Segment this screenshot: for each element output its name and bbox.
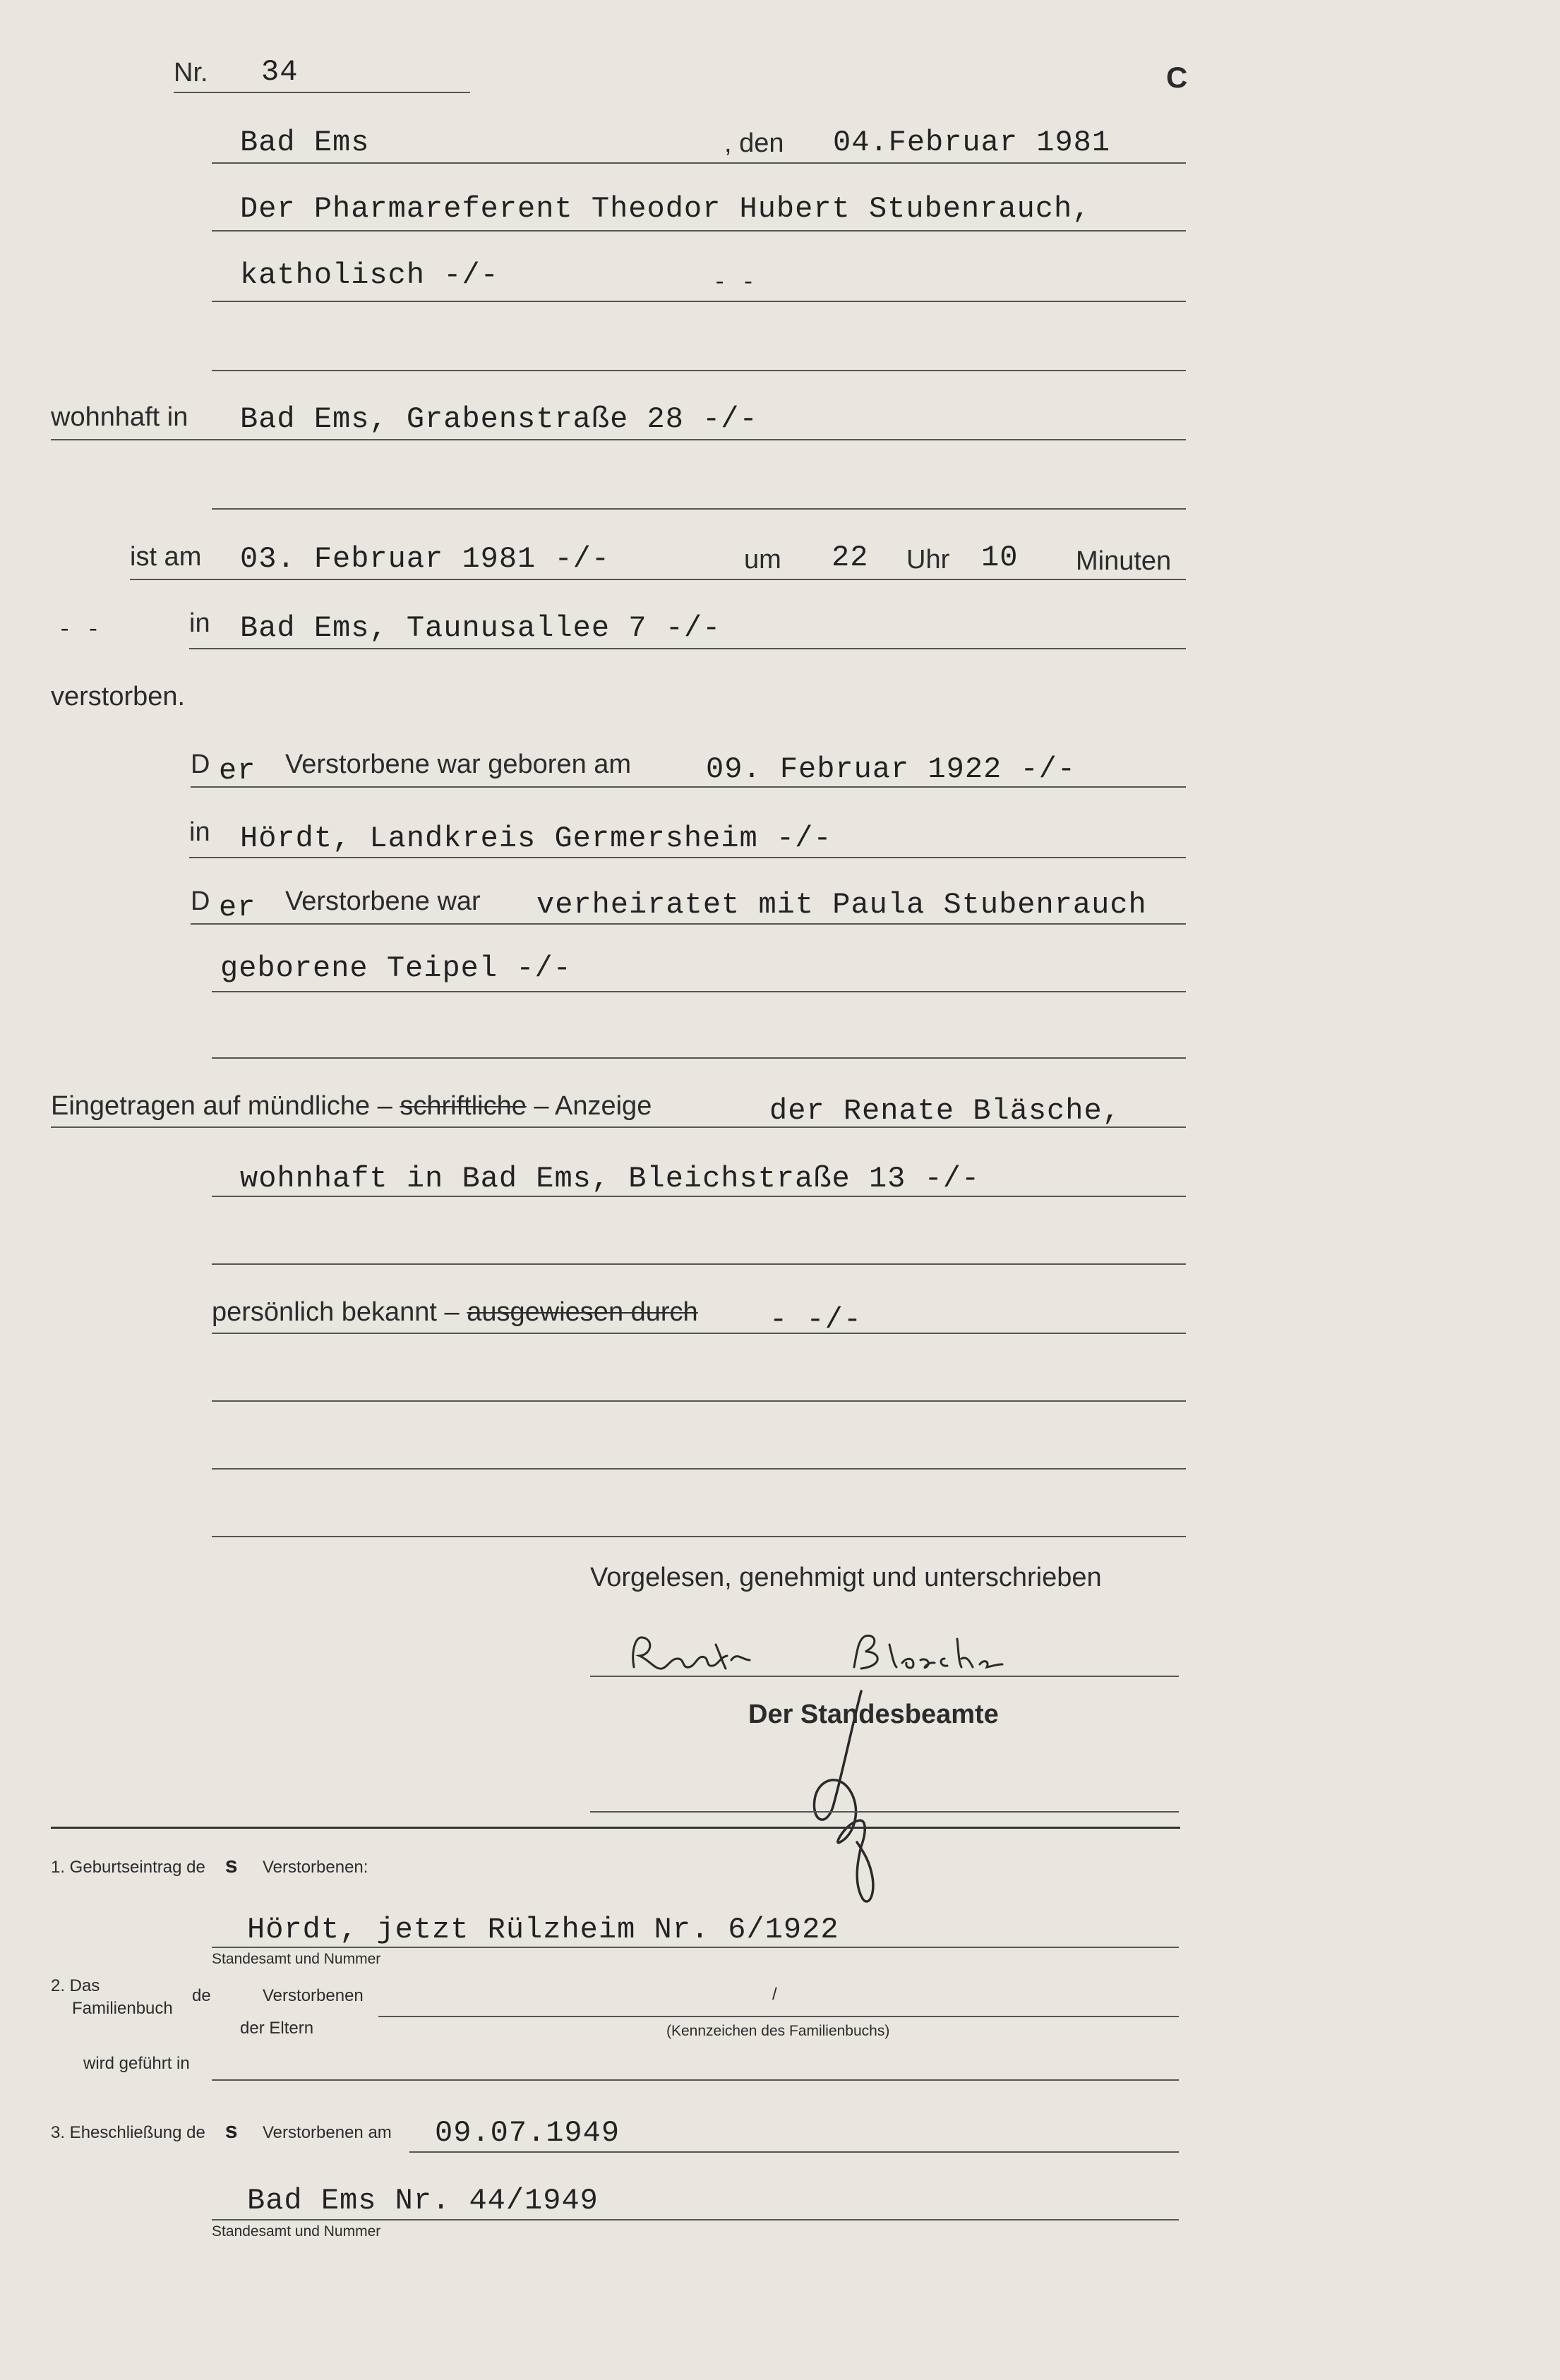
marriage-place-rule <box>212 2219 1179 2220</box>
person-line2-rule <box>212 301 1186 302</box>
residence-label: wohnhaft in <box>51 402 188 432</box>
person-line1-rule <box>212 230 1186 232</box>
marriage-entry-suffix: s <box>224 2119 239 2145</box>
birth-date-rule <box>191 786 1186 788</box>
death-place-rule <box>189 648 1186 649</box>
person-religion: katholisch -/- <box>240 258 499 292</box>
family-book-num: 2. Das <box>51 1976 100 1995</box>
family-book-de: de <box>192 1986 211 2005</box>
nr-underline <box>174 92 470 93</box>
reporter-line2-rule <box>212 1196 1186 1197</box>
nr-value: 34 <box>261 55 299 89</box>
birth-place-rule <box>189 857 1186 858</box>
place-date-line <box>212 162 1186 164</box>
reporter-signature-rule <box>590 1676 1179 1677</box>
birth-date: 09. Februar 1922 -/- <box>706 752 1076 786</box>
marriage-entry-text: Verstorbenen am <box>263 2123 392 2142</box>
death-date-rule <box>130 579 1186 580</box>
reporter-line2: wohnhaft in Bad Ems, Bleichstraße 13 -/- <box>240 1162 980 1196</box>
family-book-verst: Verstorbenen <box>263 1986 364 2005</box>
minuten-label: Minuten <box>1076 546 1172 576</box>
report-label-struck: schriftliche <box>400 1091 527 1121</box>
birth-entry-value: Hördt, jetzt Rülzheim Nr. 6/1922 <box>247 1913 839 1947</box>
marital-text-label: Verstorbene war <box>285 887 481 916</box>
official-signature <box>784 1687 911 1913</box>
report-label-post: – Anzeige <box>534 1091 652 1121</box>
marriage-entry-label: 3. Eheschließung de <box>51 2123 205 2142</box>
corner-letter: C <box>1166 61 1188 94</box>
marital-status-rule <box>191 923 1186 925</box>
marital-line2: geborene Teipel -/- <box>220 951 572 985</box>
blank-rule-1 <box>212 1400 1186 1402</box>
birth-text-label: Verstorbene war geboren am <box>285 750 632 779</box>
family-book-wird: wird geführt in <box>83 2054 190 2073</box>
birth-entry-label: 1. Geburtseintrag de <box>51 1858 205 1877</box>
den-label: , den <box>724 128 784 158</box>
ist-am-label: ist am <box>130 542 202 572</box>
marriage-caption: Standesamt und Nummer <box>212 2223 381 2240</box>
marital-line2-rule <box>212 991 1186 992</box>
birth-er-suffix: er <box>219 754 256 788</box>
marriage-place: Bad Ems Nr. 44/1949 <box>247 2184 599 2218</box>
birth-entry-rule <box>212 1947 1179 1948</box>
residence-value: Bad Ems, Grabenstraße 28 -/- <box>240 402 758 436</box>
marital-line3-rule <box>212 1057 1186 1059</box>
marriage-date: 09.07.1949 <box>435 2116 620 2150</box>
reporter-line3-rule <box>212 1263 1186 1265</box>
report-label <box>51 1091 652 1122</box>
death-in-label: in <box>189 608 210 638</box>
verstorben-label: verstorben. <box>51 682 186 711</box>
reporter-signature <box>621 1623 1073 1687</box>
birth-entry-text: Verstorbenen: <box>263 1858 368 1877</box>
footer-divider <box>51 1827 1180 1829</box>
marital-status: verheiratet mit Paula Stubenrauch <box>536 888 1147 922</box>
known-label-group <box>212 1297 698 1328</box>
marital-d-label: D <box>191 887 210 916</box>
known-rule <box>212 1333 1186 1334</box>
known-struck: ausgewiesen durch <box>467 1297 698 1327</box>
family-book-label: Familienbuch <box>72 1999 173 2018</box>
death-place: Bad Ems, Taunusallee 7 -/- <box>240 611 721 645</box>
birth-entry-suffix: s <box>224 1853 239 1880</box>
death-minutes: 10 <box>981 541 1019 575</box>
blank-rule-2 <box>212 1468 1186 1470</box>
birth-in-label: in <box>189 817 210 847</box>
report-label-pre: Eingetragen auf mündliche – <box>51 1091 392 1121</box>
reporter-line1: der Renate Bläsche, <box>769 1094 1121 1128</box>
death-hour: 22 <box>832 541 869 575</box>
birth-place: Hördt, Landkreis Germersheim -/- <box>240 822 832 855</box>
nr-label: Nr. <box>174 58 208 88</box>
birth-d-label: D <box>191 750 210 779</box>
known-value: - -/- <box>769 1303 863 1337</box>
place-value: Bad Ems <box>240 126 370 160</box>
family-book-slash: / <box>772 1985 777 2004</box>
official-label: Der Standesbeamte <box>748 1700 999 1729</box>
residence-rule <box>51 439 1186 440</box>
marriage-date-rule <box>409 2151 1179 2153</box>
person-line1: Der Pharmareferent Theodor Hubert Stubenrauch, <box>240 192 1091 226</box>
family-book-wird-rule <box>212 2079 1179 2081</box>
blank-rule-3 <box>212 1536 1186 1537</box>
marital-er-suffix: er <box>219 891 256 925</box>
read-approved-label: Vorgelesen, genehmigt und unterschrieben <box>590 1563 1102 1592</box>
death-date: 03. Februar 1981 -/- <box>240 542 611 576</box>
family-book-rule <box>378 2016 1179 2017</box>
birth-entry-caption: Standesamt und Nummer <box>212 1951 381 1967</box>
person-line3-rule <box>212 370 1186 371</box>
person-line2-mark: - - <box>713 270 756 296</box>
report-rule <box>51 1126 1186 1128</box>
death-side-mark: - - <box>58 617 101 643</box>
uhr-label: Uhr <box>906 545 950 575</box>
family-book-caption: (Kennzeichen des Familienbuchs) <box>666 2023 890 2039</box>
date-value: 04.Februar 1981 <box>833 126 1111 160</box>
residence-rule-2 <box>212 508 1186 510</box>
um-label: um <box>744 545 781 575</box>
official-signature-rule <box>590 1811 1179 1813</box>
known-label: persönlich bekannt – <box>212 1297 460 1327</box>
family-book-eltern: der Eltern <box>240 2019 314 2038</box>
